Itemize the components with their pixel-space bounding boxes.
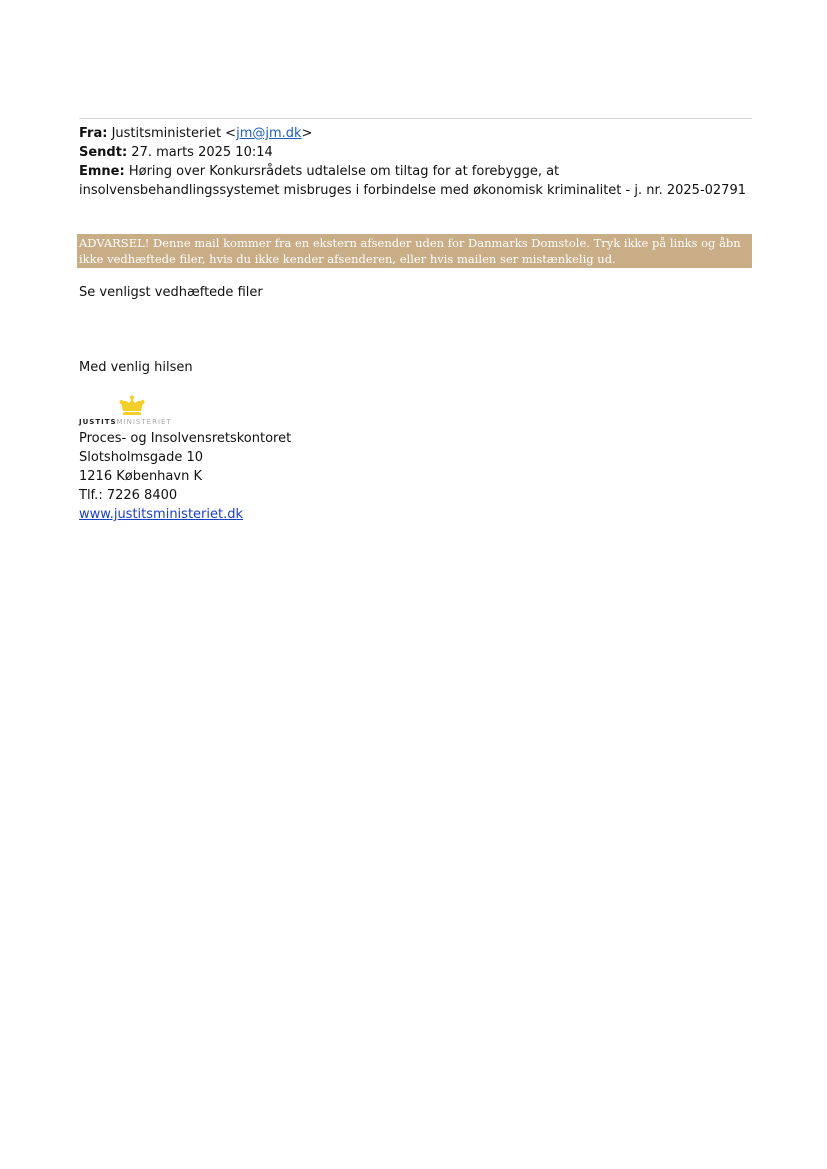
signature-website-line [79, 505, 243, 524]
subject-line [79, 162, 749, 200]
body-text: Se venligst vedhæftede filer [79, 285, 263, 300]
sent-line [79, 143, 749, 162]
from-label: Fra: [79, 126, 108, 141]
from-line [79, 124, 749, 143]
sent-value: 27. marts 2025 10:14 [131, 145, 273, 160]
header-divider [79, 118, 752, 119]
logo-wordmark-part1: JUSTITS [79, 418, 117, 426]
logo-wordmark-part2: MINISTERIET [116, 418, 172, 426]
signature-phone: Tlf.: 7226 8400 [79, 488, 178, 503]
email-headers [79, 124, 749, 200]
website-link[interactable]: www.justitsministeriet.dk [79, 507, 243, 522]
ministry-logo-wordmark [79, 417, 172, 427]
from-close: > [301, 126, 313, 141]
from-name: Justitsministeriet < [111, 126, 237, 141]
from-email-link[interactable]: jm@jm.dk [236, 126, 302, 141]
subject-value: Høring over Konkursrådets udtalelse om tiltag for at forebygge, at insolvensbehandlingssystemet misbruges i forbindelse med økonomisk kriminalitet - j. nr. 2025-02791 [79, 164, 746, 198]
signature-office: Proces- og Insolvensretskontoret [79, 431, 292, 446]
closing-text: Med venlig hilsen [79, 360, 193, 375]
external-sender-warning-banner: ADVARSEL! Denne mail kommer fra en ekstern afsender uden for Danmarks Domstole. Tryk ikke på links og åbn ikke vedhæftede filer, hvis du ikke kender afsenderen, eller hvis mailen ser mistænkelig ud. [77, 234, 752, 268]
crown-logo-icon [119, 395, 145, 417]
subject-label: Emne: [79, 164, 125, 179]
signature-city: 1216 København K [79, 469, 202, 484]
signature-street: Slotsholmsgade 10 [79, 450, 204, 465]
sent-label: Sendt: [79, 145, 128, 160]
